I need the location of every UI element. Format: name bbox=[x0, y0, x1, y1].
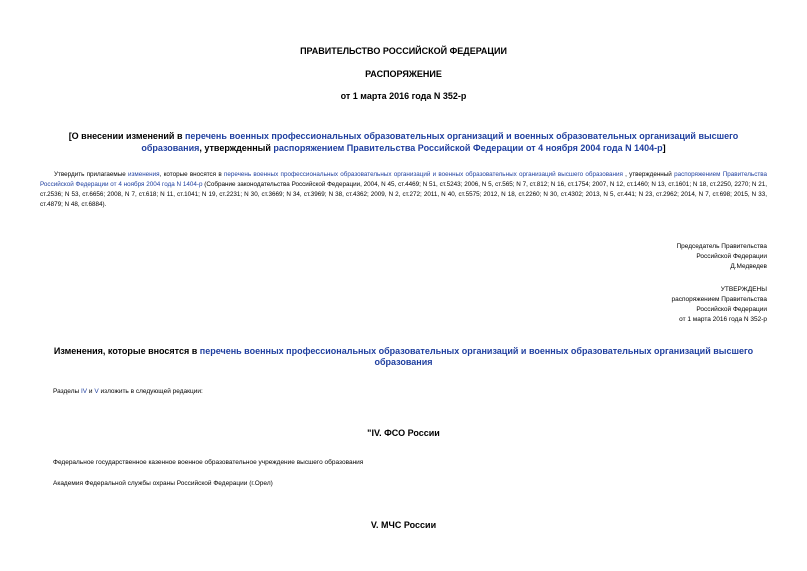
title-prefix: [О внесении изменений в bbox=[68, 131, 185, 141]
approved-line-4: от 1 марта 2016 года N 352-р bbox=[679, 316, 767, 323]
fso-item-1: Федеральное государственное казенное военное образовательное учреждение высшего образования bbox=[53, 459, 364, 466]
sections-text-3: изложить в следующей редакции: bbox=[98, 388, 203, 395]
document-date: от 1 марта 2016 года N 352-р bbox=[340, 91, 467, 101]
title-link-order[interactable]: распоряжением Правительства Российской Федерации от 4 ноября 2004 года N 1404-р bbox=[273, 143, 663, 153]
changes-title-link[interactable]: перечень военных профессиональных образовательных организаций и военных образовательных организаций высшего образования bbox=[199, 346, 754, 367]
government-name: ПРАВИТЕЛЬСТВО РОССИЙСКОЙ ФЕДЕРАЦИИ bbox=[300, 46, 507, 56]
changes-title bbox=[40, 346, 767, 368]
document-title bbox=[40, 130, 767, 154]
signature-line-3: Д.Медведев bbox=[730, 263, 767, 270]
section-v-link[interactable]: V bbox=[94, 388, 99, 395]
title-suffix: ] bbox=[662, 143, 666, 153]
approved-block bbox=[672, 285, 767, 325]
body-text-2: , которые вносятся в bbox=[159, 171, 224, 178]
changes-title-prefix: Изменения, которые вносятся в bbox=[53, 346, 200, 356]
body-link-order[interactable]: распоряжением Правительства Российской Федерации от 4 ноября 2004 года N 1404-р bbox=[40, 171, 768, 188]
body-link-list[interactable]: перечень военных профессиональных образовательных организаций и военных образовательных организаций высшего образования bbox=[223, 171, 623, 178]
approved-line-1: УТВЕРЖДЕНЫ bbox=[720, 286, 767, 293]
signature-line-2: Российской Федерации bbox=[696, 253, 767, 260]
document-type: РАСПОРЯЖЕНИЕ bbox=[365, 69, 442, 79]
sections-instruction bbox=[53, 388, 203, 395]
body-text-3: , утвержденный bbox=[622, 171, 675, 178]
title-link-list[interactable]: перечень военных профессиональных образовательных организаций и военных образовательных организаций высшего образования bbox=[141, 131, 739, 153]
approved-line-2: распоряжением Правительства bbox=[671, 296, 767, 303]
signature-line-1: Председатель Правительства bbox=[676, 243, 767, 250]
approved-line-3: Российской Федерации bbox=[696, 306, 767, 313]
signature-block bbox=[676, 242, 767, 272]
fso-item-2: Академия Федеральной службы охраны Российской Федерации (г.Орел) bbox=[53, 480, 273, 487]
title-middle: , утвержденный bbox=[199, 143, 274, 153]
body-text-1: Утвердить прилагаемые bbox=[54, 171, 128, 178]
sections-text-2: и bbox=[87, 388, 95, 395]
section-heading-fso: "IV. ФСО России bbox=[367, 428, 440, 438]
section-iv-link[interactable]: IV bbox=[80, 388, 88, 395]
body-text-4: (Собрание законодательства Российской Федерации, 2004, N 45, ст.4469; N 51, ст.5243; 2006, N 5, ст.565; N 7, ст.812; N 16, ст.1754; 2007, N 12, ст.1460; N 13, ст.1601; N 18, ст.2250, 2270; N 21, ст.2536; N 53, ст.6656; 2008, N 7, ст.618; N 11, ст.1041; N 19, ст.2231; N 30, ст.3669; N 34, ст.3969; N 38, ст.4362; 2009, N 2, ст.272; 2011, N 40, ст.5575; 2012, N 18, ст.2260; N 30, ст.4302; 2013, N 5, ст.441; N 23, ст.2962; 2014, N 7, ст.698; 2015, N 33, ст.4879; N 48, ст.6884). bbox=[40, 181, 768, 208]
body-paragraph bbox=[40, 170, 767, 210]
section-heading-mchs: V. МЧС России bbox=[370, 520, 437, 530]
body-link-changes[interactable]: изменения bbox=[127, 171, 160, 178]
sections-text-1: Разделы bbox=[53, 388, 81, 395]
